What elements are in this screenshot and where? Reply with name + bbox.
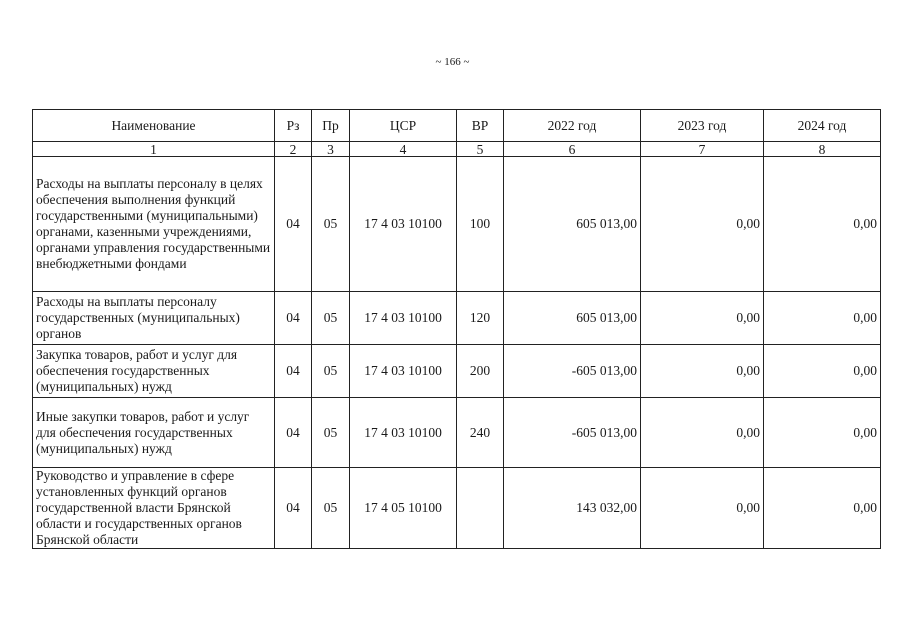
header-row — [33, 110, 881, 142]
column-number: 1 — [33, 142, 275, 157]
row-2023: 0,00 — [641, 157, 764, 292]
row-pr: 05 — [312, 157, 350, 292]
row-rz: 04 — [275, 398, 312, 468]
row-csr: 17 4 03 10100 — [350, 398, 457, 468]
row-2022: 605 013,00 — [504, 157, 641, 292]
row-2022: -605 013,00 — [504, 398, 641, 468]
row-rz: 04 — [275, 157, 312, 292]
row-csr: 17 4 03 10100 — [350, 157, 457, 292]
row-csr: 17 4 05 10100 — [350, 468, 457, 549]
row-2023: 0,00 — [641, 468, 764, 549]
column-number: 2 — [275, 142, 312, 157]
row-vr: 240 — [457, 398, 504, 468]
column-number: 8 — [764, 142, 881, 157]
row-rz: 04 — [275, 345, 312, 398]
column-number: 3 — [312, 142, 350, 157]
table-row — [33, 345, 881, 398]
row-2022: -605 013,00 — [504, 345, 641, 398]
row-pr: 05 — [312, 345, 350, 398]
row-vr: 200 — [457, 345, 504, 398]
row-name: Иные закупки товаров, работ и услуг для обеспечения государственных (муниципальных) нужд — [33, 398, 275, 468]
table-row — [33, 398, 881, 468]
row-2024: 0,00 — [764, 157, 881, 292]
row-name: Расходы на выплаты персоналу государственных (муниципальных) органов — [33, 292, 275, 345]
column-number: 6 — [504, 142, 641, 157]
row-2024: 0,00 — [764, 345, 881, 398]
header-2023: 2023 год — [641, 110, 764, 142]
row-2023: 0,00 — [641, 398, 764, 468]
row-2023: 0,00 — [641, 292, 764, 345]
row-name: Руководство и управление в сфере установленных функций органов государственной власти Брянской области и государственных органов Брянской области — [33, 468, 275, 549]
row-2024: 0,00 — [764, 468, 881, 549]
row-pr: 05 — [312, 292, 350, 345]
row-2024: 0,00 — [764, 398, 881, 468]
row-rz: 04 — [275, 468, 312, 549]
row-vr: 120 — [457, 292, 504, 345]
header-pr: Пр — [312, 110, 350, 142]
page-number: ~ 166 ~ — [435, 56, 470, 68]
header-name: Наименование — [33, 110, 275, 142]
row-vr: 100 — [457, 157, 504, 292]
header-vr: ВР — [457, 110, 504, 142]
column-number: 5 — [457, 142, 504, 157]
row-pr: 05 — [312, 398, 350, 468]
row-2022: 143 032,00 — [504, 468, 641, 549]
budget-table — [32, 109, 881, 549]
row-csr: 17 4 03 10100 — [350, 292, 457, 345]
header-rz: Рз — [275, 110, 312, 142]
row-2022: 605 013,00 — [504, 292, 641, 345]
row-2023: 0,00 — [641, 345, 764, 398]
header-csr: ЦСР — [350, 110, 457, 142]
header-2022: 2022 год — [504, 110, 641, 142]
row-csr: 17 4 03 10100 — [350, 345, 457, 398]
header-2024: 2024 год — [764, 110, 881, 142]
column-number: 4 — [350, 142, 457, 157]
column-number: 7 — [641, 142, 764, 157]
row-name: Закупка товаров, работ и услуг для обеспечения государственных (муниципальных) нужд — [33, 345, 275, 398]
row-rz: 04 — [275, 292, 312, 345]
table-row — [33, 292, 881, 345]
column-number-row — [33, 142, 881, 157]
table-row — [33, 468, 881, 549]
row-vr — [457, 468, 504, 549]
row-name: Расходы на выплаты персоналу в целях обеспечения выполнения функций государственными (муниципальными) органами, казенными учреждениями, органами управления государственными внебюджетными фондами — [33, 157, 275, 292]
table-row — [33, 157, 881, 292]
row-2024: 0,00 — [764, 292, 881, 345]
row-pr: 05 — [312, 468, 350, 549]
